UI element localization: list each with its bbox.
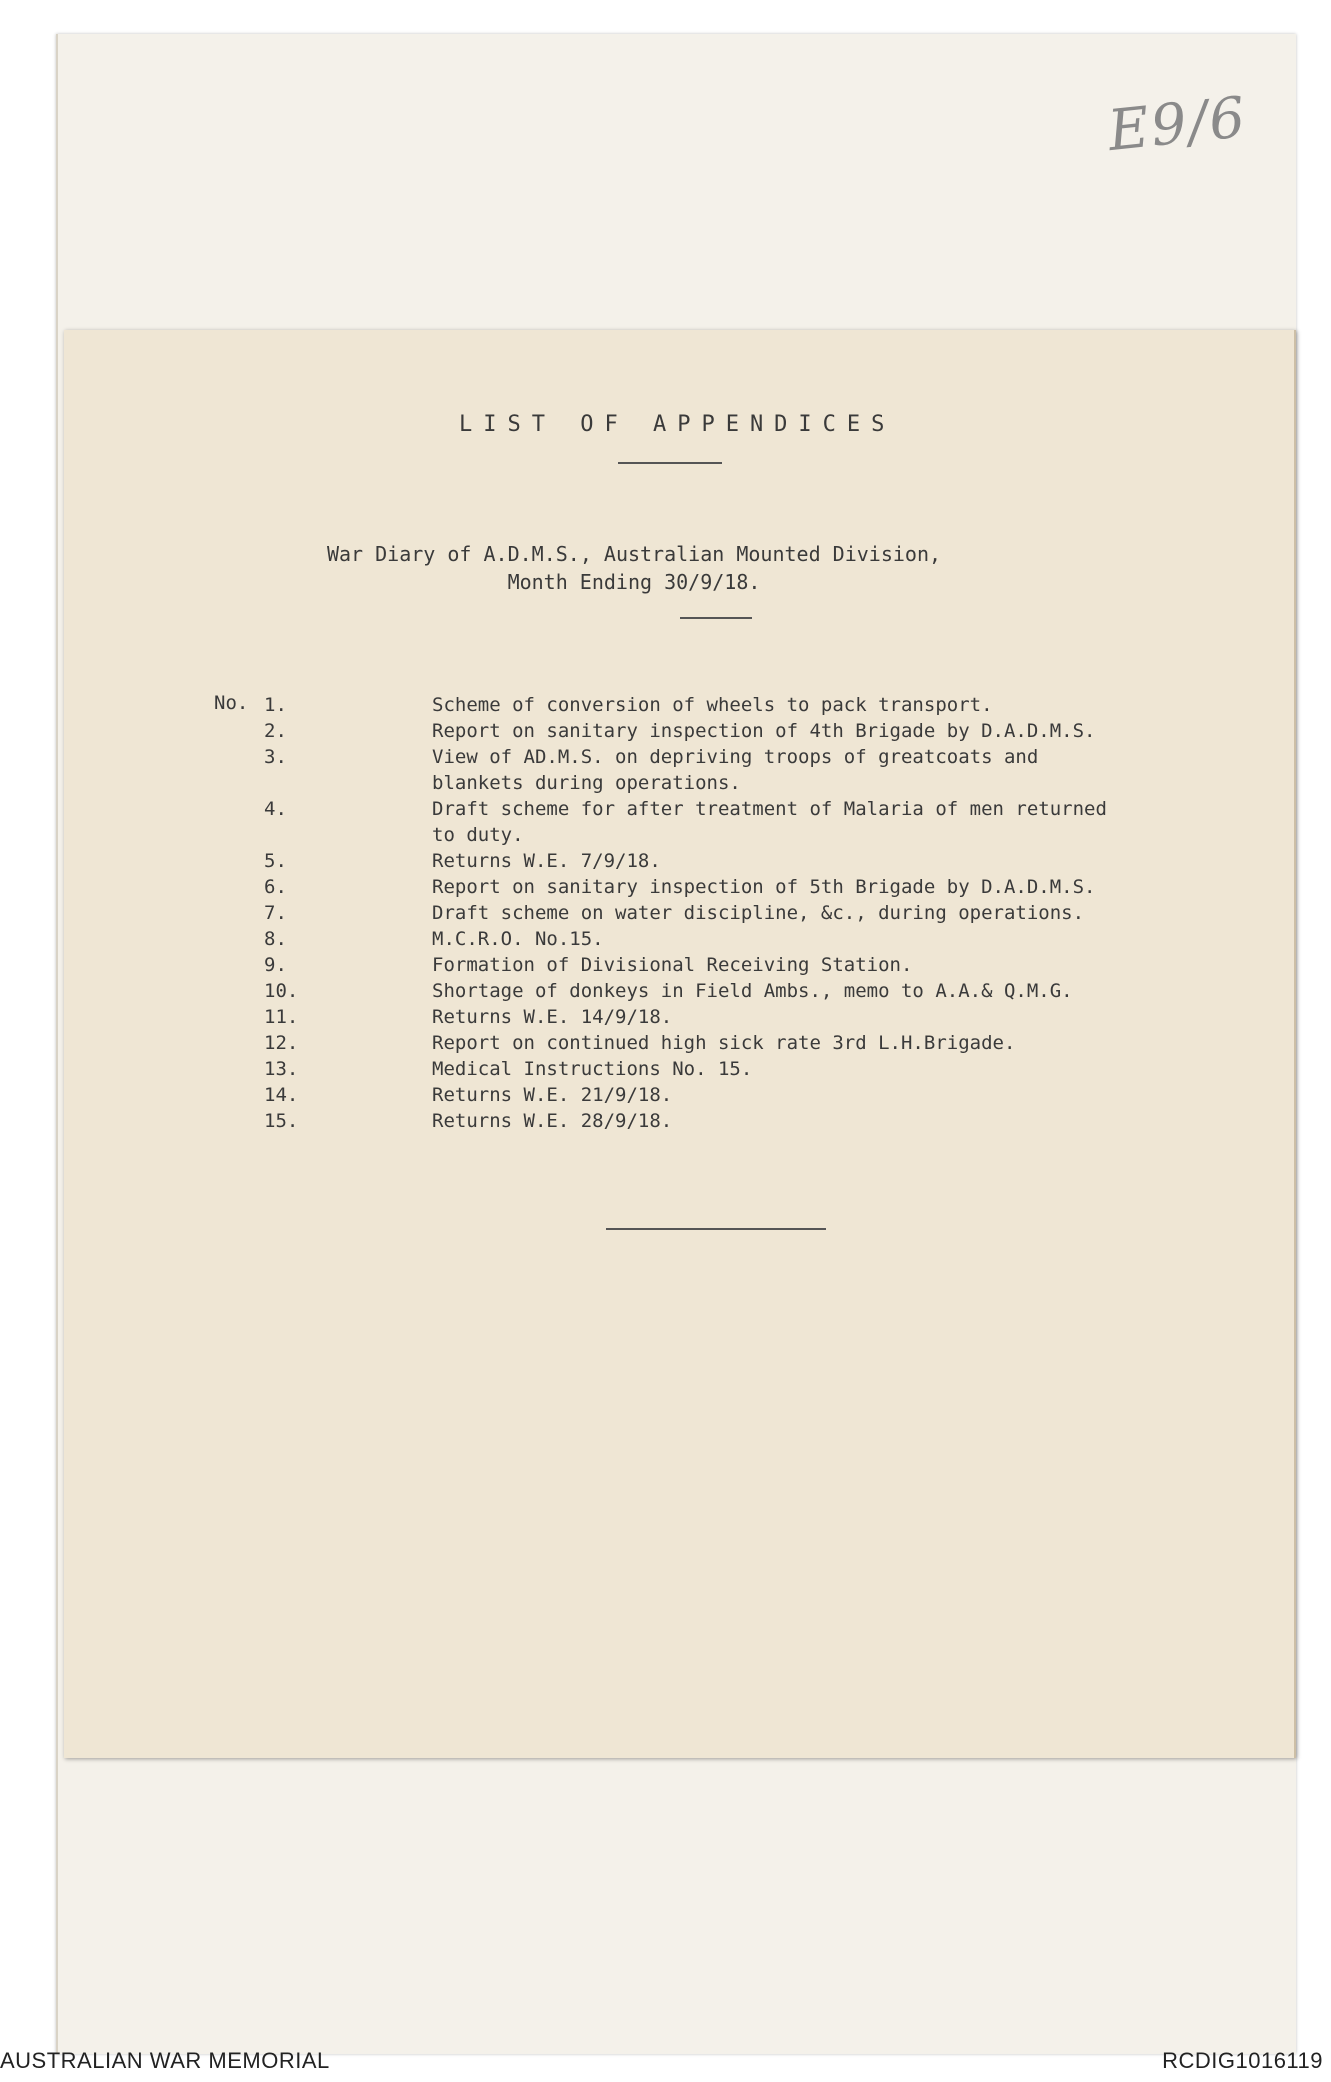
appendix-row: [214, 952, 1234, 978]
appendix-description-line: Medical Instructions No. 15.: [432, 1058, 753, 1080]
appendix-description-line: Shortage of donkeys in Field Ambs., memo to A.A.& Q.M.G.: [432, 980, 1073, 1002]
front-page: [64, 330, 1296, 1758]
appendix-row: [214, 718, 1234, 744]
appendix-description: [432, 692, 1192, 718]
appendix-description-line: to duty.: [432, 824, 524, 846]
footer-institution: AUSTRALIAN WAR MEMORIAL: [0, 2048, 330, 2073]
appendix-description-line: Scheme of conversion of wheels to pack transport.: [432, 694, 993, 716]
diary-title: [274, 540, 994, 596]
appendix-number: 15.: [264, 1110, 299, 1132]
appendix-description-line: Returns W.E. 14/9/18.: [432, 1006, 673, 1028]
appendix-row: [214, 1056, 1234, 1082]
appendix-rows: [214, 692, 1234, 1134]
appendix-number: 12.: [264, 1032, 299, 1054]
appendix-number: 13.: [264, 1058, 299, 1080]
appendix-row: [214, 874, 1234, 900]
appendix-description: [432, 1056, 1192, 1082]
appendix-description-line: blankets during operations.: [432, 772, 741, 794]
appendix-number: 4.: [264, 798, 287, 820]
appendix-description-line: Report on continued high sick rate 3rd L.H.Brigade.: [432, 1032, 1016, 1054]
title-underline: [618, 462, 722, 464]
appendix-description: [432, 718, 1192, 744]
number-label: No.: [214, 692, 249, 714]
appendix-row: [214, 744, 1234, 796]
appendix-number: 14.: [264, 1084, 299, 1106]
appendix-number: 3.: [264, 746, 287, 768]
appendix-description: [432, 926, 1192, 952]
appendix-list: [214, 692, 1234, 1134]
appendix-description: [432, 1030, 1192, 1056]
appendix-description-line: Returns W.E. 28/9/18.: [432, 1110, 673, 1132]
appendix-row: [214, 692, 1234, 718]
appendix-row: [214, 1082, 1234, 1108]
appendix-row: [214, 978, 1234, 1004]
appendix-description: [432, 952, 1192, 978]
appendix-description: [432, 744, 1192, 796]
appendix-number: 10.: [264, 980, 299, 1002]
appendix-description-line: Returns W.E. 21/9/18.: [432, 1084, 673, 1106]
appendix-row: [214, 848, 1234, 874]
diary-title-line-2: Month Ending 30/9/18.: [507, 570, 761, 594]
appendix-description-line: Draft scheme on water discipline, &c., during operations.: [432, 902, 1085, 924]
appendix-description: [432, 796, 1192, 848]
appendix-description-line: M.C.R.O. No.15.: [432, 928, 604, 950]
appendix-number: 1.: [264, 694, 287, 716]
appendix-description: [432, 978, 1192, 1004]
appendix-description-line: Returns W.E. 7/9/18.: [432, 850, 661, 872]
appendix-description: [432, 848, 1192, 874]
appendix-number: 9.: [264, 954, 287, 976]
appendix-description-line: Report on sanitary inspection of 4th Brigade by D.A.D.M.S.: [432, 720, 1096, 742]
closing-rule: [606, 1228, 826, 1230]
appendix-number: 8.: [264, 928, 287, 950]
appendix-row: [214, 926, 1234, 952]
appendix-description-line: Formation of Divisional Receiving Station.: [432, 954, 913, 976]
list-title: LIST OF APPENDICES: [459, 412, 896, 437]
appendix-number: 6.: [264, 876, 287, 898]
appendix-row: [214, 1108, 1234, 1134]
appendix-number: 2.: [264, 720, 287, 742]
appendix-description: [432, 1082, 1192, 1108]
appendix-row: [214, 900, 1234, 926]
appendix-number: 7.: [264, 902, 287, 924]
appendix-row: [214, 1030, 1234, 1056]
diary-title-underline: [680, 617, 752, 619]
appendix-description: [432, 874, 1192, 900]
appendix-description-line: View of AD.M.S. on depriving troops of greatcoats and: [432, 746, 1039, 768]
diary-title-line-1: War Diary of A.D.M.S., Australian Mounted Division,: [326, 542, 942, 566]
appendix-row: [214, 1004, 1234, 1030]
appendix-description-line: Draft scheme for after treatment of Malaria of men returned: [432, 798, 1107, 820]
appendix-number: 11.: [264, 1006, 299, 1028]
appendix-description: [432, 1108, 1192, 1134]
appendix-description: [432, 900, 1192, 926]
footer-catalog-id: RCDIG1016119: [1162, 2048, 1323, 2073]
appendix-description-line: Report on sanitary inspection of 5th Brigade by D.A.D.M.S.: [432, 876, 1096, 898]
appendix-number: 5.: [264, 850, 287, 872]
appendix-description: [432, 1004, 1192, 1030]
appendix-row: [214, 796, 1234, 848]
handwritten-reference: E9/6: [1104, 84, 1251, 165]
